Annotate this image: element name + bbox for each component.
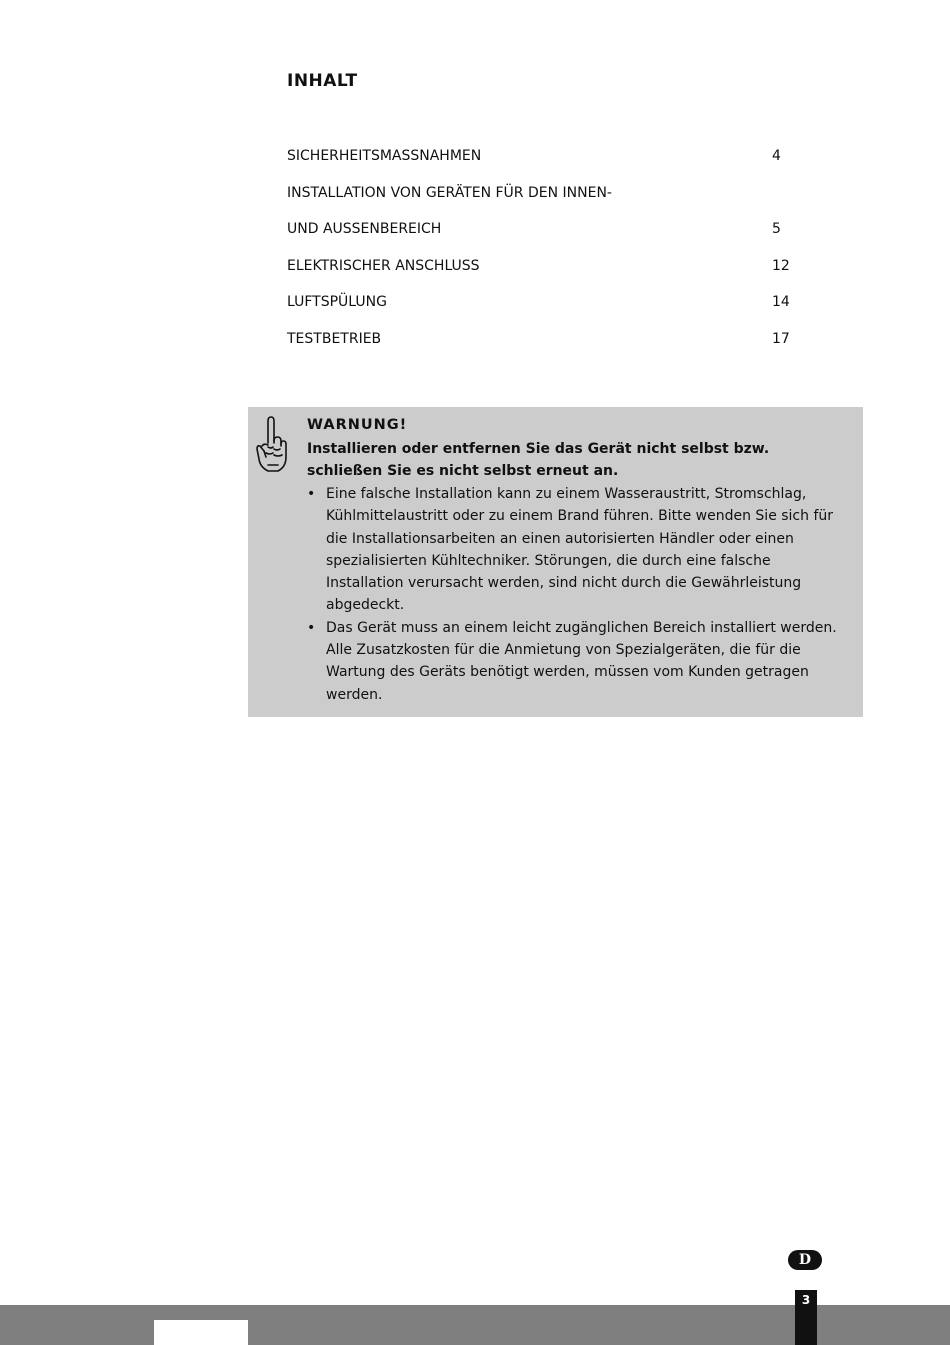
page-title: INHALT [287,71,358,91]
toc-row [287,145,807,182]
toc-row [287,328,807,365]
pointing-hand-icon [254,413,288,475]
toc-label: LUFTSPÜLUNG [287,294,387,311]
toc-row [287,255,807,292]
toc-page-number: 14 [772,294,790,311]
toc-page-number: 5 [772,221,781,238]
list-item-text: Das Gerät muss an einem leicht zugänglichen Bereich installiert werden. Alle Zusatzkosten für die Anmietung von Spezialgeräten, die für die Wartung des Geräts benötigt werden, müssen vom Kunden getragen werden. [326,619,837,703]
toc-page-number: 12 [772,257,790,274]
list-item-text: Eine falsche Installation kann zu einem Wasseraustritt, Stromschlag, Kühlmittelaustritt oder zu einem Brand führen. Bitte wenden Sie sich für die Installationsarbeiten an einen autorisierten Händler oder einen spezialisierten Kühltechniker. Störungen, die durch eine falsche Installation verursacht werden, sind nicht durch die Gewährleistung abgedeckt. [326,486,834,614]
toc-page-number: 4 [772,148,781,164]
toc-row [287,218,807,255]
bullet: • [307,619,316,636]
toc-row [287,291,807,328]
warning-list [307,483,847,706]
page-number-tab: 3 [795,1290,817,1345]
toc-label: UND AUSSENBEREICH [287,221,442,238]
bullet: • [307,486,316,502]
warning-title: WARNUNG! [307,417,408,433]
list-item [307,617,847,706]
toc-label: ELEKTRISCHER ANSCHLUSS [287,257,480,274]
footer-box [154,1320,248,1345]
list-item [307,483,847,617]
warning-lead-text: Installieren oder entfernen Sie das Gerät nicht selbst bzw. schließen Sie es nicht selbst erneut an. [307,441,770,480]
toc-page-number: 17 [772,330,790,347]
language-badge: D [788,1250,822,1270]
toc-row [287,182,807,219]
toc-label: TESTBETRIEB [287,330,382,347]
warning-box [248,407,863,717]
toc-label: SICHERHEITSMASSNAHMEN [287,148,482,164]
toc-label: INSTALLATION VON GERÄTEN FÜR DEN INNEN- [287,184,612,201]
table-of-contents [287,145,807,365]
